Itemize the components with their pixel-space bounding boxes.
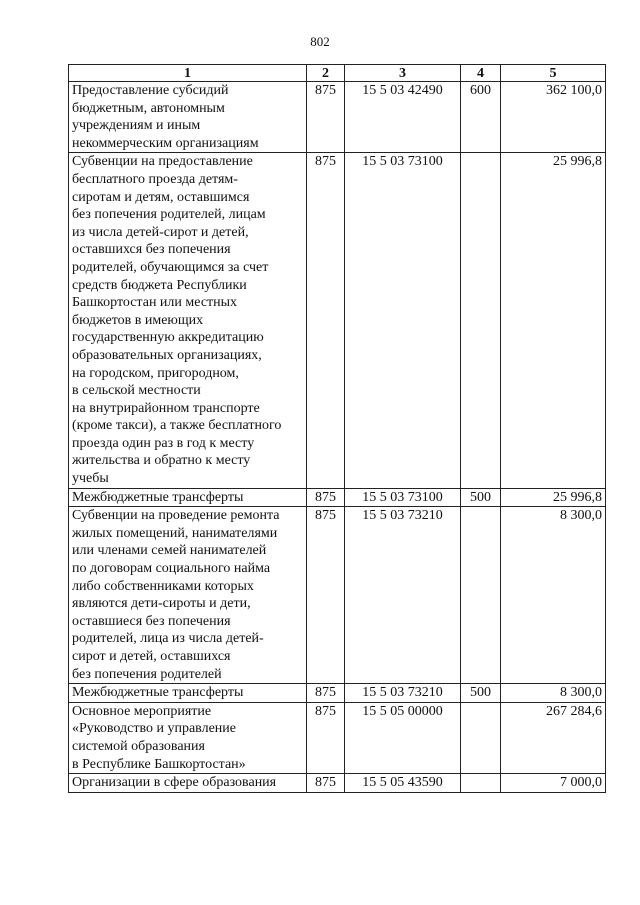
header-col-3: 3 — [345, 65, 461, 82]
row-article: 15 5 05 00000 — [345, 702, 461, 773]
table-row — [69, 82, 606, 153]
header-col-2: 2 — [307, 65, 345, 82]
row-amount: 8 300,0 — [501, 507, 606, 684]
row-name: Предоставление субсидий бюджетным, автономным учреждениям и иным некоммерческим организациям — [69, 82, 307, 153]
row-code: 875 — [307, 488, 345, 507]
table-row — [69, 153, 606, 488]
row-article: 15 5 03 73210 — [345, 507, 461, 684]
table-row — [69, 507, 606, 684]
row-article: 15 5 03 73210 — [345, 684, 461, 703]
row-name: Основное мероприятие «Руководство и управление системой образования в Республике Башкортостан» — [69, 702, 307, 773]
row-article: 15 5 05 43590 — [345, 774, 461, 793]
header-row — [69, 65, 606, 82]
header-col-1: 1 — [69, 65, 307, 82]
header-col-4: 4 — [461, 65, 501, 82]
row-name: Межбюджетные трансферты — [69, 684, 307, 703]
page-number: 802 — [310, 34, 330, 49]
row-code: 875 — [307, 684, 345, 703]
row-type — [461, 702, 501, 773]
table-row — [69, 774, 606, 793]
row-article: 15 5 03 42490 — [345, 82, 461, 153]
row-code: 875 — [307, 702, 345, 773]
row-type: 600 — [461, 82, 501, 153]
row-article: 15 5 03 73100 — [345, 488, 461, 507]
row-code: 875 — [307, 153, 345, 488]
table-row — [69, 488, 606, 507]
row-type: 500 — [461, 488, 501, 507]
row-amount: 362 100,0 — [501, 82, 606, 153]
table-row — [69, 684, 606, 703]
row-amount: 7 000,0 — [501, 774, 606, 793]
row-name: Межбюджетные трансферты — [69, 488, 307, 507]
row-amount: 25 996,8 — [501, 488, 606, 507]
row-name: Субвенции на предоставление бесплатного проезда детям- сиротам и детям, оставшимся без попечения родителей, лицам из числа детей-сирот и детей, оставшихся без попечения родителей, обучающимся за счет средств бюджета Республики Башкортостан или местных бюджетов в имеющих государственную аккредитацию образовательных организациях, на городском, пригородном, в сельской местности на внутрирайонном транспорте (кроме такси), а также бесплатного проезда один раз в год к месту жительства и обратно к месту учебы — [69, 153, 307, 488]
row-article: 15 5 03 73100 — [345, 153, 461, 488]
row-amount: 25 996,8 — [501, 153, 606, 488]
budget-table — [68, 64, 606, 793]
row-amount: 8 300,0 — [501, 684, 606, 703]
row-code: 875 — [307, 507, 345, 684]
row-name: Организации в сфере образования — [69, 774, 307, 793]
row-name: Субвенции на проведение ремонта жилых помещений, нанимателями или членами семей нанимателей по договорам социального найма либо собственниками которых являются дети-сироты и дети, оставшиеся без попечения родителей, лица из числа детей- сирот и детей, оставшихся без попечения родителей — [69, 507, 307, 684]
row-code: 875 — [307, 774, 345, 793]
row-type — [461, 153, 501, 488]
row-type — [461, 774, 501, 793]
row-type — [461, 507, 501, 684]
row-type: 500 — [461, 684, 501, 703]
table-row — [69, 702, 606, 773]
header-col-5: 5 — [501, 65, 606, 82]
row-amount: 267 284,6 — [501, 702, 606, 773]
row-code: 875 — [307, 82, 345, 153]
